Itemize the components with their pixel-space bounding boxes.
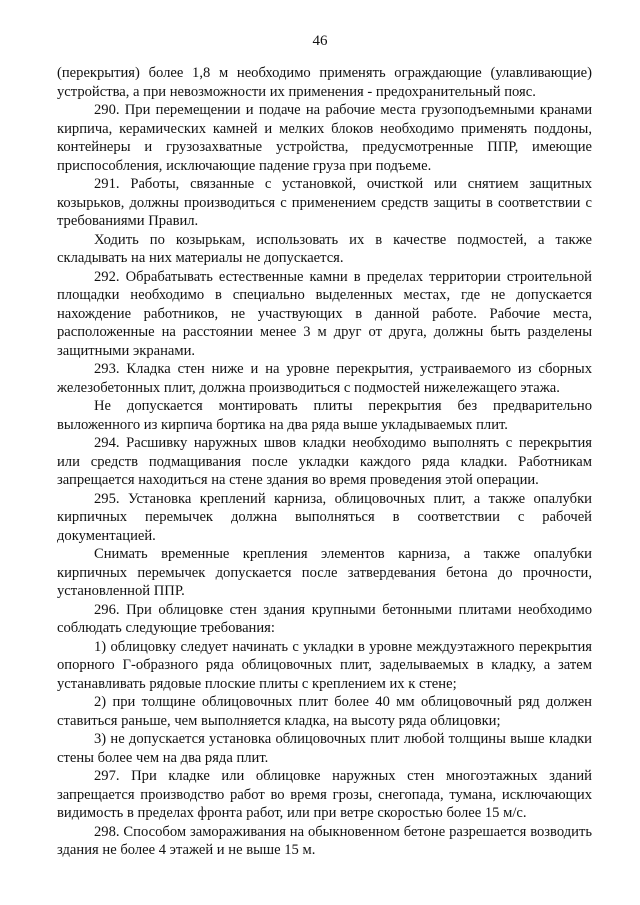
paragraph-293: 293. Кладка стен ниже и на уровне перекрытия, устраиваемого из сборных железобетонных плит, должна производиться с подмостей нижележащего этажа. <box>57 361 592 396</box>
paragraph-296-item-1: 1) облицовку следует начинать с укладки в уровне междуэтажного перекрытия опорного Г-образного ряда облицовочных плит, заделываемых в кладку, а затем устанавливать рядовые плоские плиты с креплением их к стене; <box>57 638 592 692</box>
paragraph-291: 291. Работы, связанные с установкой, очисткой или снятием защитных козырьков, должны производиться с применением средств защиты в соответствии с требованиями Правил. <box>57 176 592 229</box>
paragraph-293-note: Не допускается монтировать плиты перекрытия без предварительно выложенного из кирпича бортика на два ряда выше укладываемых плит. <box>57 398 592 433</box>
paragraph-298: 298. Способом замораживания на обыкновенном бетоне разрешается возводить здания не более 4 этажей и не выше 15 м. <box>57 823 592 858</box>
paragraph-296: 296. При облицовке стен здания крупными бетонными плитами необходимо соблюдать следующие требования: <box>57 601 592 636</box>
paragraph-292: 292. Обрабатывать естественные камни в пределах территории строительной площадки необходимо в специально выделенных местах, где не допускается нахождение работников, не участвующих в данной работе. Рабочие места, расположенные на расстоянии менее 3 м друг от друга, должны быть разделены защитными экранами. <box>57 268 592 359</box>
paragraph-294: 294. Расшивку наружных швов кладки необходимо выполнять с перекрытия или средств подмащивания после укладки каждого ряда кладки. Работникам запрещается находиться на стене здания во время проведения этой операции. <box>57 435 592 488</box>
paragraph-297: 297. При кладке или облицовке наружных стен многоэтажных зданий запрещается производство работ во время грозы, снегопада, тумана, исключающих видимость в пределах фронта работ, или при ветре скоростью более 15 м/с. <box>57 768 592 821</box>
page-number: 46 <box>312 33 328 49</box>
document-body <box>57 64 592 860</box>
paragraph-296-item-3: 3) не допускается установка облицовочных плит любой толщины выше кладки стены более чем на два ряда плит. <box>57 731 592 766</box>
paragraph-295: 295. Установка креплений карниза, облицовочных плит, а также опалубки кирпичных перемычек должна выполняться в соответствии с рабочей документацией. <box>57 490 592 544</box>
paragraph-295-note: Снимать временные крепления элементов карниза, а также опалубки кирпичных перемычек допускается после затвердевания бетона до прочности, установленной ППР. <box>57 546 592 599</box>
paragraph-continuation: (перекрытия) более 1,8 м необходимо применять ограждающие (улавливающие) устройства, а при невозможности их применения - предохранительный пояс. <box>57 65 592 100</box>
paragraph-296-item-2: 2) при толщине облицовочных плит более 40 мм облицовочный ряд должен ставиться раньше, чем выполняется кладка, на высоту ряда облицовки; <box>57 694 592 729</box>
paragraph-290: 290. При перемещении и подаче на рабочие места грузоподъемными кранами кирпича, керамических камней и мелких блоков необходимо применять поддоны, контейнеры и грузозахватные устройства, предусмотренные ППР, имеющие приспособления, исключающие падение груза при подъеме. <box>57 102 592 174</box>
paragraph-291-note: Ходить по козырькам, использовать их в качестве подмостей, а также складывать на них материалы не допускается. <box>57 231 592 266</box>
